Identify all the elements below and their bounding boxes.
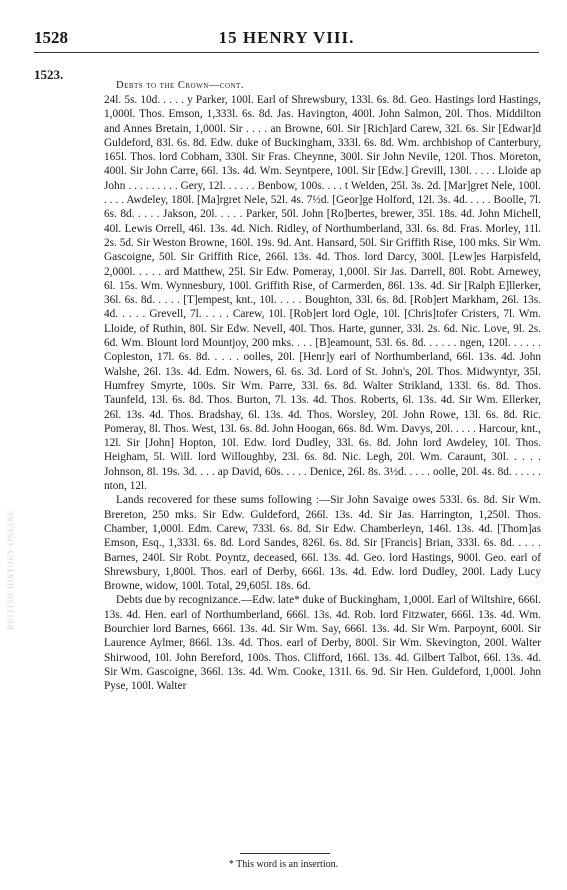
watermark-stamp: BRITISH HISTORY ONLINE: [6, 509, 15, 630]
paragraph-recognizance: Debts due by recognizance.—Edw. late* duke of Buckingham, 1,000l. Earl of Wiltshire, 666l. 13s. 4d. Hen. earl of Northumberland, 666l. 13s. 4d. Rob. lord Fitzwater, 666l. 13s. 4d. Wm. Bourchier lord Barnes, 666l. 13s. 4d. Sir Wm. Say, 666l. 13s. 4d. Sir Wm. Parpoynt, 600l. Sir Laurence Aylmer, 866l. 13s. 4d. Thos. earl of Derby, 800l. Sir Wm. Skevington, 200l. Walter Shirwood, 10l. John Bereford, 100s. Thos. Clifford, 166l. 13s. 4d. Gilbert Talbot, 66l. 13s. 4d. Sir Wm. Gascoigne, 366l. 13s. 4d. Wm. Cooke, 131l. 6s. 9d. Sir Hen. Guldeford, 1,000l. John Pyse, 100l. Walter: [104, 594, 541, 693]
margin-year: 1523.: [34, 67, 64, 82]
paragraph-lands-recovered: Lands recovered for these sums following :—Sir John Savaige owes 533l. 6s. 8d. Sir Wm. Brereton, 250 mks. Sir Edw. Guldeford, 266l. 13s. 4d. Sir Jas. Harrington, 1,250l. Thos. Chamber, 1,000l. Edm. Carew, 733l. 6s. 8d. Sir Edw. Chamberleyn, 146l. 13s. 4d. [Thom]as Emson, Esq., 1,333l. 6s. 8d. Lord Sandes, 826l. 6s. 8d. Sir [Francis] Brian, 333l. 6s. 8d. . . . . Barnes, 240l. Sir Robt. Poyntz, deceased, 66l. 13s. 4d. Geo. lord Hastings, 900l. Geo. earl of Shrewsbury, 1,800l. Thos. earl of Derby, 666l. 13s. 4d. Edw. lord Dudley, 200l. Lady Lucy Browne, widow, 100l. Total, 29,605l. 18s. 6d.: [104, 494, 541, 593]
document-body: [104, 80, 541, 693]
running-title: 15 HENRY VIII.: [218, 28, 355, 47]
header-rule: [34, 52, 539, 53]
page-header: [34, 28, 539, 50]
footnote-rule: [240, 853, 330, 854]
section-heading: Debts to the Crown—cont.: [116, 80, 244, 91]
footnote: * This word is an insertion.: [228, 859, 339, 870]
paragraph-debts-list: 24l. 5s. 10d. . . . . y Parker, 100l. Earl of Shrewsbury, 133l. 6s. 8d. Geo. Hastings lord Hastings, 1,000l. Thos. Emson, 1,333l. 6s. 8d. Jas. Havington, 400l. John Salmon, 20l. Thos. Middilton and Annes Bretain, 1,000l. Sir . . . . an Browne, 60l. Sir [Rich]ard Carew, 32l. 6s. Sir [Edwar]d Guldeford, 83l. 6s. 8d. Edw. duke of Buckingham, 333l. 6s. 8d. Wm. archbishop of Canterbury, 165l. Thos. lord Cobham, 330l. Sir Fras. Cheynne, 300l. Sir John Nevile, 120l. Thos. Moreton, 400l. Sir John Carre, 66l. 13s. 4d. Wm. Seyntpere, 100l. Sir [Edw.] Grevill, 130l. . . . . Lloide ap John . . . . . . . . . Gery, 12l. . . . . . Benbow, 100s. . . . t Welden, 25l. 3s. 2d. [Mar]gret Nele, 100l. . . . . Awdeley, 180l. [Ma]rgret Nele, 52l. 4s. 7½d. [Geor]ge Holford, 12l. 3s. 4d. . . . . Boolle, 7l. 6s. 8d. . . . . Jakson, 20l. . . . . Parker, 50l. John [Ro]bertes, brewer, 35l. 18s. 4d. John Michell, 40l. Lewis Orrell, 46l. 13s. 4d. Nich. Ridley, of Northumberland, 33l. 6s. 8d. Fras. Morley, 11l. 2s. 5d. Sir Weston Browne, 160l. 19s. 9d. Ant. Hansard, 50l. Sir Griffith Rise, 100 mks. Sir Wm. Gascoigne, 50l. Sir Griffith Rice, 266l. 13s. 4d. Thos. lord Darcy, 300l. [Lew]es Harpisfeld, 2,000l. . . . . ard Matthew, 25l. Sir Edw. Pomeray, 1,000l. Sir Jas. Darrell, 80l. Robt. Arnewey, 6l. 15s. Wm. Wynnesbury, 100l. Griffith Rise, of Carmerden, 86l. 13s. 4d. Sir [Ralph E]llerker, 36l. 6s. 8d. . . . . [T]empest, knt., 10l. . . . . Boughton, 33l. 6s. 8d. [Rob]ert Markham, 26l. 13s. 4d. . . . . Grevell, 7l. . . . . Carew, 10l. [Rob]ert lord Ogle, 10l. [Chris]tofer Cristers, 7l. Wm. Lloide, of Ruthin, 80l. Sir Edw. Nevell, 40l. Thos. Harte, gunner, 33l. 2s. 6d. Nic. Love, 9l. 2s. 6d. Wm. Blount lord Mountjoy, 200 mks. . . . [B]eamount, 53l. 6s. 8d. . . . . . ngen, 120l. . . . . . Copleston, 17l. 6s. 8d. . . . . oolles, 20l. [Henr]y earl of Northumberland, 66l. 13s. 4d. John Walshe, 26l. 13s. 4d. Edm. Nowers, 6l. 6s. 3d. Lord of St. John's, 20l. Thos. Midwyntyr, 35l. Humfrey Smyrte, 100s. Sir Wm. Parre, 33l. 6s. 8d. Walter Strikland, 133l. 6s. 8d. Thos. Taunfeld, 13l. 6s. 8d. Thos. Burton, 7l. 13s. 4d. Thos. Roberts, 6l. 13s. 4d. Sir Wm. Ellerker, 26l. 13s. 4d. Thos. Bradshay, 6l. 13s. 4d. Thos. Worsley, 20l. John Rowe, 13l. 6s. 8d. Ric. Pomeray, 8l. Thos. West, 13l. 6s. 8d. John Hoogan, 66s. 8d. Wm. Davys, 20l. . . . . Harcour, knt., 12l. Sir [John] Hopton, 10l. Edw. lord Dudley, 33l. 6s. 8d. John lord Awdeley, 10l. Thos. Heigham, 5l. Will. lord Willoughby, 23l. 6s. 8d. Nic. Legh, 20l. Wm. Caraunt, 30l. . . . . Johnson, 8l. 19s. 3d. . . . ap David, 60s. . . . . Denice, 26l. 8s. 3½d. . . . . oolle, 20l. 4s. 8d. . . . . . nton, 12l.: [104, 94, 541, 493]
page-number: 1528: [34, 28, 68, 47]
